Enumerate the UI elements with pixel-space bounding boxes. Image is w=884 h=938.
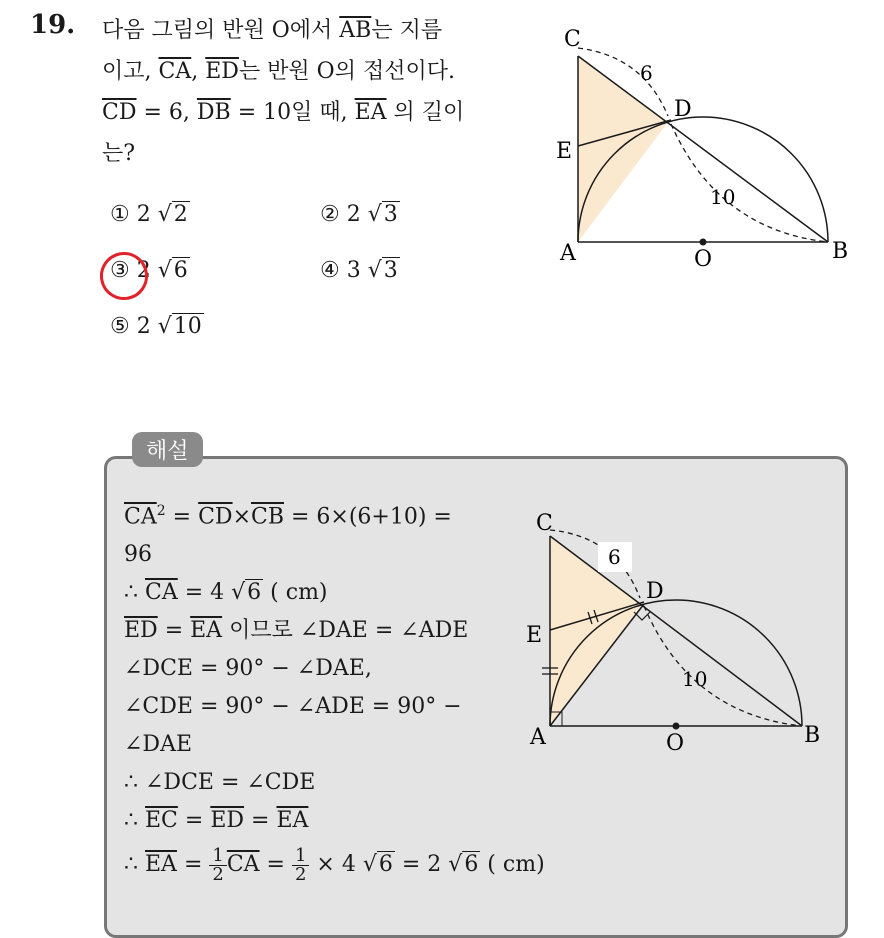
label-o: O (666, 731, 685, 756)
explanation-text: $\overline{CA}^2 = \overline{CD}\times\overline{CB} = 6\times(6+10)$ = 96 ∴ $\overline{CA} = 4$ √6 ( cm) $\overline{ED} = \overline{EA}$ 이므로 ∠DAE = ∠ADE ∠DCE = 90° − ∠DAE, ∠CDE = 90° − ∠ADE = 90° − ∠DAE ∴ ∠DCE = ∠CDE ∴ $\overline{EC} = \overline{ED} = \overline{EA}$ ∴ $\overline{EA}$ = $\frac{1}{2}$ $\overline{CA}$ = $\frac{1}{2}$ × 4 √6 = 2 √6 ( cm) (124, 503, 545, 885)
label-a: A (560, 241, 576, 266)
stem-text: = 10일 때, (230, 100, 355, 125)
label-d: D (646, 579, 664, 604)
center-o-dot (700, 239, 707, 246)
segment-ca: $\overline{CA}$ (158, 59, 192, 84)
choice-2[interactable]: ② 2 √3 (320, 202, 398, 227)
length-cd: 6 (608, 545, 621, 569)
stem-text: , (191, 59, 206, 84)
label-a: A (530, 725, 546, 750)
question-number: 19. (30, 10, 76, 40)
label-e: E (526, 623, 543, 648)
length-db: 10 (710, 185, 736, 209)
stem-text: 다음 그림의 반원 O에서 (102, 18, 340, 43)
segment-ed: $\overline{ED}$ (205, 59, 239, 84)
choice-3[interactable]: ③ 2 √6 (110, 258, 188, 283)
choice-number: ④ (320, 258, 340, 283)
choice-number: ① (110, 202, 130, 227)
stem-text: 는 반원 O의 접선이다. (238, 59, 455, 84)
choice-4[interactable]: ④ 3 √3 (320, 258, 398, 283)
label-b: B (804, 723, 821, 748)
question-stem (102, 10, 532, 174)
stem-text: 의 길이 (386, 100, 465, 125)
explanation-tab: 해설 (132, 432, 203, 467)
segment-db: $\overline{DB}$ (196, 100, 231, 125)
stem-text: 는? (102, 141, 136, 166)
choice-1[interactable]: ① 2 √2 (110, 202, 188, 227)
stem-text: = 6, (136, 100, 197, 125)
label-o: O (694, 247, 713, 272)
choice-number: ③ (110, 258, 130, 283)
figure-solution (520, 508, 830, 758)
label-c: C (564, 27, 581, 52)
segment-ab: $\overline{AB}$ (339, 18, 372, 43)
choice-number: ⑤ (110, 314, 130, 339)
choice-number: ② (320, 202, 340, 227)
label-c: C (536, 511, 553, 536)
label-b: B (832, 239, 849, 264)
segment-ea: $\overline{EA}$ (354, 100, 387, 125)
choice-5[interactable]: ⑤ 2 √10 (110, 314, 202, 339)
length-db: 10 (682, 667, 708, 691)
fraction-half: $\frac{1}{2}$ (209, 847, 226, 884)
figure-semicircle (548, 20, 858, 280)
answer-circle-mark (96, 248, 153, 305)
label-d: D (674, 97, 692, 122)
stem-text: 이고, (102, 59, 159, 84)
center-o-dot (673, 723, 680, 730)
length-cd: 6 (640, 61, 653, 85)
segment-cd: $\overline{CD}$ (102, 100, 137, 125)
stem-text: 는 지름 (371, 18, 443, 43)
label-e: E (556, 139, 573, 164)
fraction-half: $\frac{1}{2}$ (292, 847, 309, 884)
